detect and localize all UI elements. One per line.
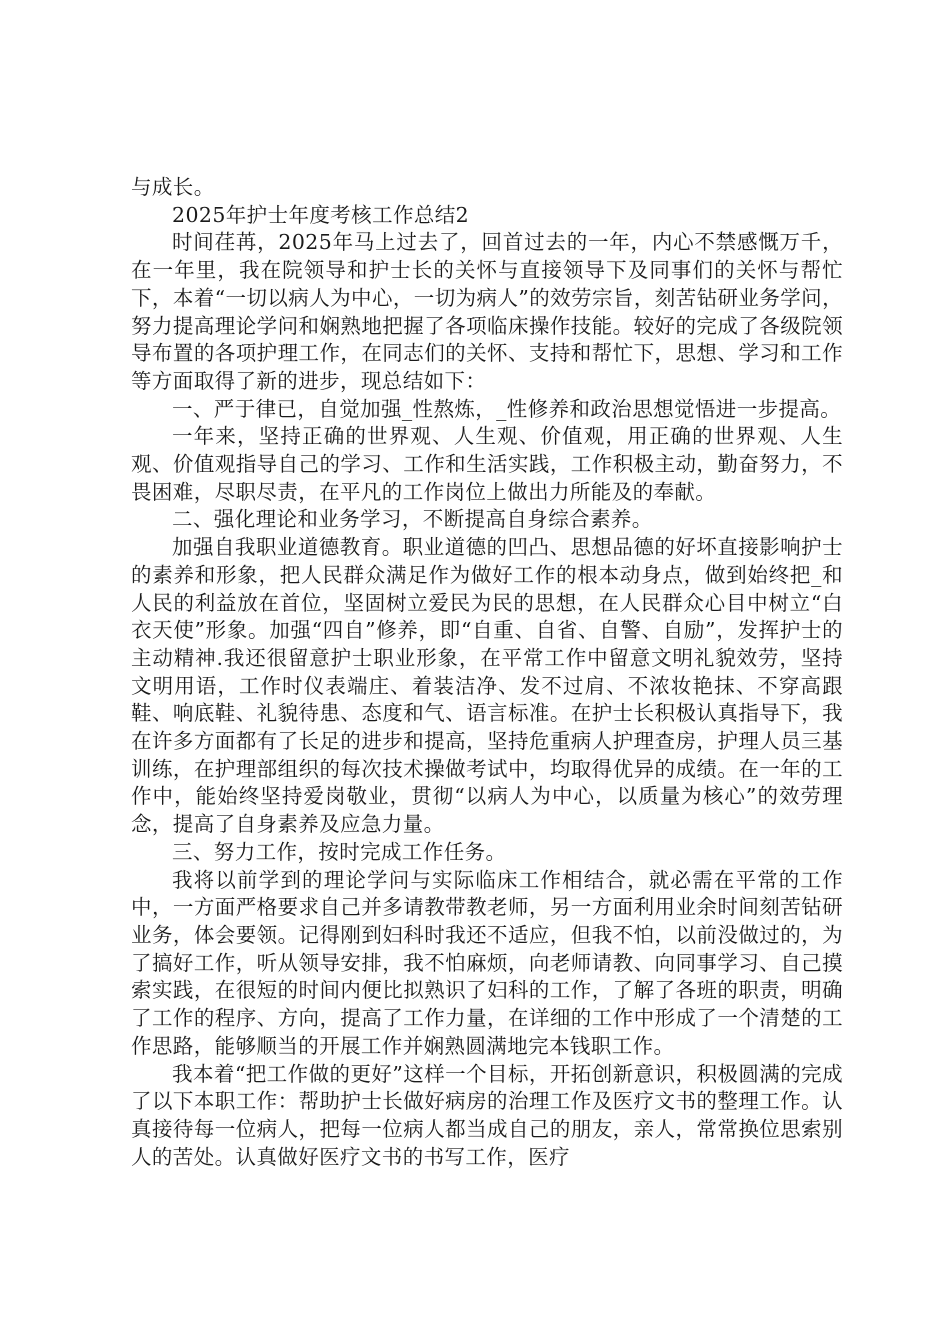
heading-two: 二、强化理论和业务学习，不断提高自身综合素养。 [172,507,653,532]
heading-three: 三、努力工作，按时完成工作任务。 [172,839,507,864]
paragraph-one: 一年来，坚持正确的世界观、人生观、价值观，用正确的世界观、人生观、价值观指导自己的学习、工作和生活实践，工作积极主动，勤奋努力，不畏困难，尽职尽责，在平凡的工作岗位上做出力所能及的奉献。 [131,424,843,504]
paragraph-intro: 时间荏苒，2025年马上过去了，回首过去的一年，内心不禁感慨万千，在一年里，我在院领导和护士长的关怀与直接领导下及同事们的关怀与帮忙下，本着“一切以病人为中心，一切为病人”的效劳宗旨，刻苦钻研业务学问，努力提高理论学问和娴熟地把握了各项临床操作技能。较好的完成了各级院领导布置的各项护理工作，在同志们的关怀、支持和帮忙下，思想、学习和工作等方面取得了新的进步，现总结如下： [131,230,843,393]
heading-one: 一、严于律已，自觉加强_性熬炼，_性修养和政治思想觉悟进一步提高。 [172,396,842,421]
paragraph-three: 我将以前学到的理论学问与实际临床工作相结合，就必需在平常的工作中，一方面严格要求自己并多请教带教老师，另一方面利用业余时间刻苦钻研业务，体会要领。记得刚到妇科时我还不适应，但我不怕，以前没做过的，为了搞好工作，听从领导安排，我不怕麻烦，向老师请教、向同事学习、自己摸索实践，在很短的时间内便比拟熟识了妇科的工作，了解了各班的职责，明确了工作的程序、方向，提高了工作力量，在详细的工作中形成了一个清楚的工作思路，能够顺当的开展工作并娴熟圆满地完本钱职工作。 [131,867,843,1058]
paragraph-four: 我本着“把工作做的更好”这样一个目标，开拓创新意识，积极圆满的完成了以下本职工作：帮助护士长做好病房的治理工作及医疗文书的整理工作。认真接待每一位病人，把每一位病人都当成自己的朋友，亲人，常常换位思索别人的苦处。认真做好医疗文书的书写工作，医疗 [131,1061,843,1169]
section-title: 2025年护士年度考核工作总结2 [172,202,470,227]
paragraph-continuation: 与成长。 [131,175,215,199]
paragraph-two: 加强自我职业道德教育。职业道德的凹凸、思想品德的好坏直接影响护士的素养和形象，把人民群众满足作为做好工作的根本动身点，做到始终把_和人民的利益放在首位，坚固树立爱民为民的思想，在人民群众心目中树立“白衣天使”形象。加强“四自”修养，即“自重、自省、自警、自励”，发挥护士的主动精神.我还很留意护士职业形象，在平常工作中留意文明礼貌效劳，坚持文明用语，工作时仪表端庄、着装洁净、发不过肩、不浓妆艳抹、不穿高跟鞋、响底鞋、礼貌待患、态度和气、语言标准。在护士长积极认真指导下，我在许多方面都有了长足的进步和提高，坚持危重病人护理查房，护理人员三基训练，在护理部组织的每次技术操做考试中，均取得优异的成绩。在一年的工作中，能始终坚持爱岗敬业，贯彻“以病人为中心，以质量为核心”的效劳理念，提高了自身素养及应急力量。 [131,535,843,837]
document-body [131,174,843,1171]
